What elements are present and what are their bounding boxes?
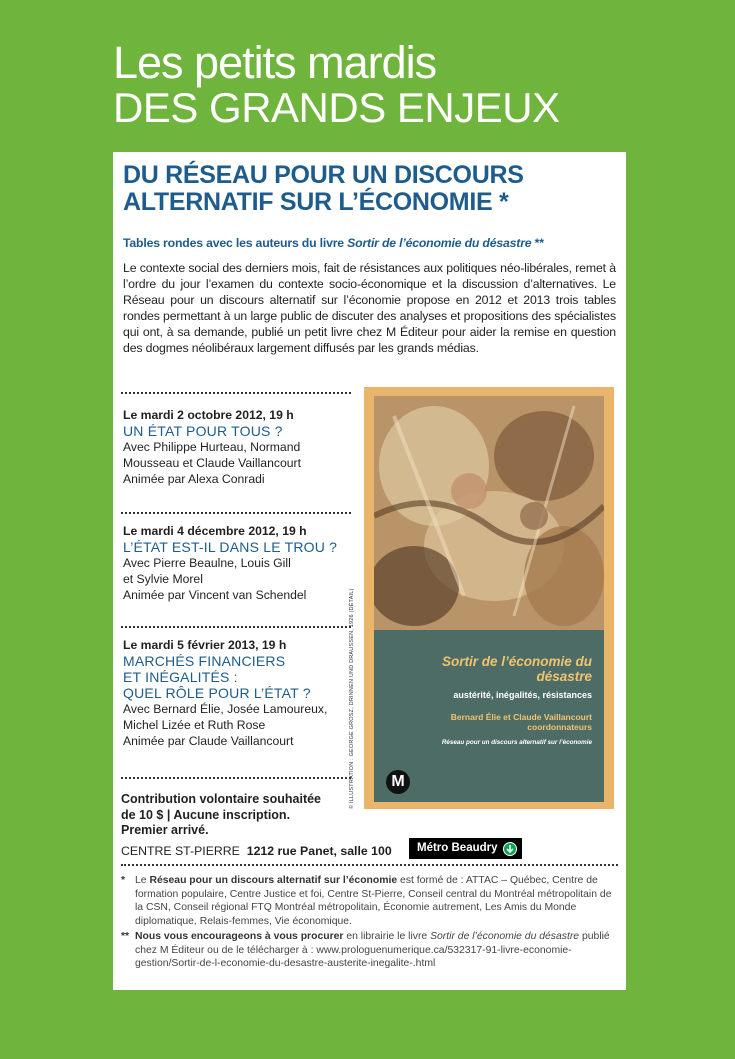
event-details: Avec Bernard Élie, Josée Lamoureux, Michel Lizée et Ruth Rose Animée par Claude Vaillancourt — [123, 702, 328, 748]
book-authors — [386, 712, 592, 732]
book-network: Réseau pour un discours alternatif sur l’économie — [441, 739, 592, 746]
dotted-divider — [121, 392, 351, 394]
footnote-2-book: Sortir de l’économie du désastre — [430, 931, 580, 942]
book-cover-illustration — [374, 396, 604, 630]
dotted-divider — [121, 512, 351, 514]
event-date: Le mardi 2 octobre 2012, 19 h — [123, 408, 294, 422]
event-3 — [123, 637, 358, 749]
metro-arrow-icon — [503, 842, 517, 856]
cover-painting — [374, 396, 604, 630]
subtitle-prefix: Tables rondes avec les auteurs du livre — [123, 236, 348, 250]
book-authors-role: coordonnateurs — [527, 722, 592, 732]
event-title: L’ÉTAT EST-IL DANS LE TROU ? — [123, 539, 338, 555]
main-title-line2-text: ALTERNATIF SUR L’ÉCONOMIE — [123, 188, 493, 216]
event-title: MARCHÉS FINANCIERS ET INÉGALITÉS : QUEL RÔLE POUR L’ÉTAT ? — [123, 653, 311, 701]
metro-label: Métro Beaudry — [417, 842, 498, 854]
metro-badge — [409, 838, 522, 859]
venue-address: 1212 rue Panet, salle 100 — [246, 844, 392, 858]
dotted-divider — [121, 626, 351, 628]
contribution-line2: de 10 $ | Aucune inscription. — [121, 807, 291, 822]
intro-paragraph: Le contexte social des derniers mois, fait de résistances aux politiques néo-libérales, remet à l’ordre du jour l’examen du contexte socio-économique et la discussion d’alternatives. Le Réseau pour un discours alternatif sur l’économie propose en 2012 et 2013 trois tables rondes permettant à un large public de discuter des analyses et propositions des spécialistes qui ont, à sa demande, publié un petit livre chez M Éditeur pour aider la remise en question des dogmes néolibéraux largement diffusés par les grands médias. — [123, 261, 616, 355]
footnote-2-text-a: en librairie le livre — [343, 931, 431, 942]
header-title-line1: Les petits mardis — [113, 37, 437, 88]
event-details: Avec Pierre Beaulne, Louis Gill et Sylvie Morel Animée par Vincent van Schendel — [123, 556, 307, 602]
book-title: Sortir de l’économie du désastre — [441, 654, 592, 684]
footnote-1-text: est formé de : ATTAC – Québec, Centre de formation populaire, Centre Justice et foi, Centre St-Pierre, Conseil central du Montréal métropolitain de la CSN, Conseil régional FTQ Montréal métropolitain, Économie autrement, Les Amis du Monde diplomatique, Relais-femmes, Vie économique. — [135, 875, 612, 927]
footnote-2-bold: Nous vous encourageons à vous procurer — [135, 931, 344, 942]
event-title: UN ÉTAT POUR TOUS ? — [123, 423, 283, 439]
footnote-2 — [121, 930, 618, 971]
venue-name: CENTRE ST-PIERRE — [121, 844, 240, 858]
book-cover-panel — [374, 630, 604, 802]
main-title-line2 — [123, 189, 613, 216]
contribution-line1: Contribution volontaire souhaitée — [121, 792, 322, 806]
subtitle-suffix: ** — [531, 236, 544, 250]
footnotes — [121, 874, 618, 971]
footnote-marker: * — [121, 875, 126, 886]
subtitle — [123, 236, 618, 250]
dotted-divider — [121, 864, 618, 866]
dotted-divider — [121, 777, 351, 779]
subtitle-book-title: Sortir de l’économie du désastre — [347, 236, 532, 250]
event-2 — [123, 523, 358, 603]
publisher-logo-icon: M — [386, 770, 410, 794]
venue — [121, 844, 392, 858]
footnote-1-lead: Le — [135, 875, 150, 886]
content-card — [113, 152, 626, 990]
footnote-2-text-b: publié chez M Éditeur ou de le télécharger à : www.prologuenumerique.ca/532317-91-livre-economie-gestion/Sortir-de-l-economie-du-desastre-austerite-inegalite-.html — [135, 931, 610, 969]
footnote-1-bold: Réseau pour un discours alternatif sur l’économie — [149, 875, 398, 886]
title-asterisk: * — [492, 188, 509, 216]
poster-header — [113, 37, 560, 131]
book-cover — [364, 387, 614, 809]
contribution-line3: Premier arrivé. — [121, 823, 209, 837]
illustration-credit: © ILLUSTRATION : GEORGE GROSZ, DRINNEN UND DRAUSSEN, 1926 (DÉTAIL) — [349, 588, 355, 809]
event-details: Avec Philippe Hurteau, Normand Mousseau et Claude Vaillancourt Animée par Alexa Conradi — [123, 440, 301, 486]
main-title-line1: DU RÉSEAU POUR UN DISCOURS — [123, 161, 524, 189]
footnote-1 — [121, 874, 618, 928]
metro-arrow-svg — [505, 844, 515, 854]
book-authors-names: Bernard Élie et Claude Vaillancourt — [450, 712, 592, 722]
header-title-line2: DES GRANDS ENJEUX — [113, 84, 560, 131]
event-date: Le mardi 5 février 2013, 19 h — [123, 638, 287, 652]
book-subtitle: austérité, inégalités, résistances — [453, 690, 592, 700]
event-date: Le mardi 4 décembre 2012, 19 h — [123, 524, 307, 538]
footnote-marker: ** — [121, 931, 130, 942]
main-title — [123, 162, 613, 216]
event-1 — [123, 407, 358, 487]
contribution-info — [121, 792, 321, 839]
